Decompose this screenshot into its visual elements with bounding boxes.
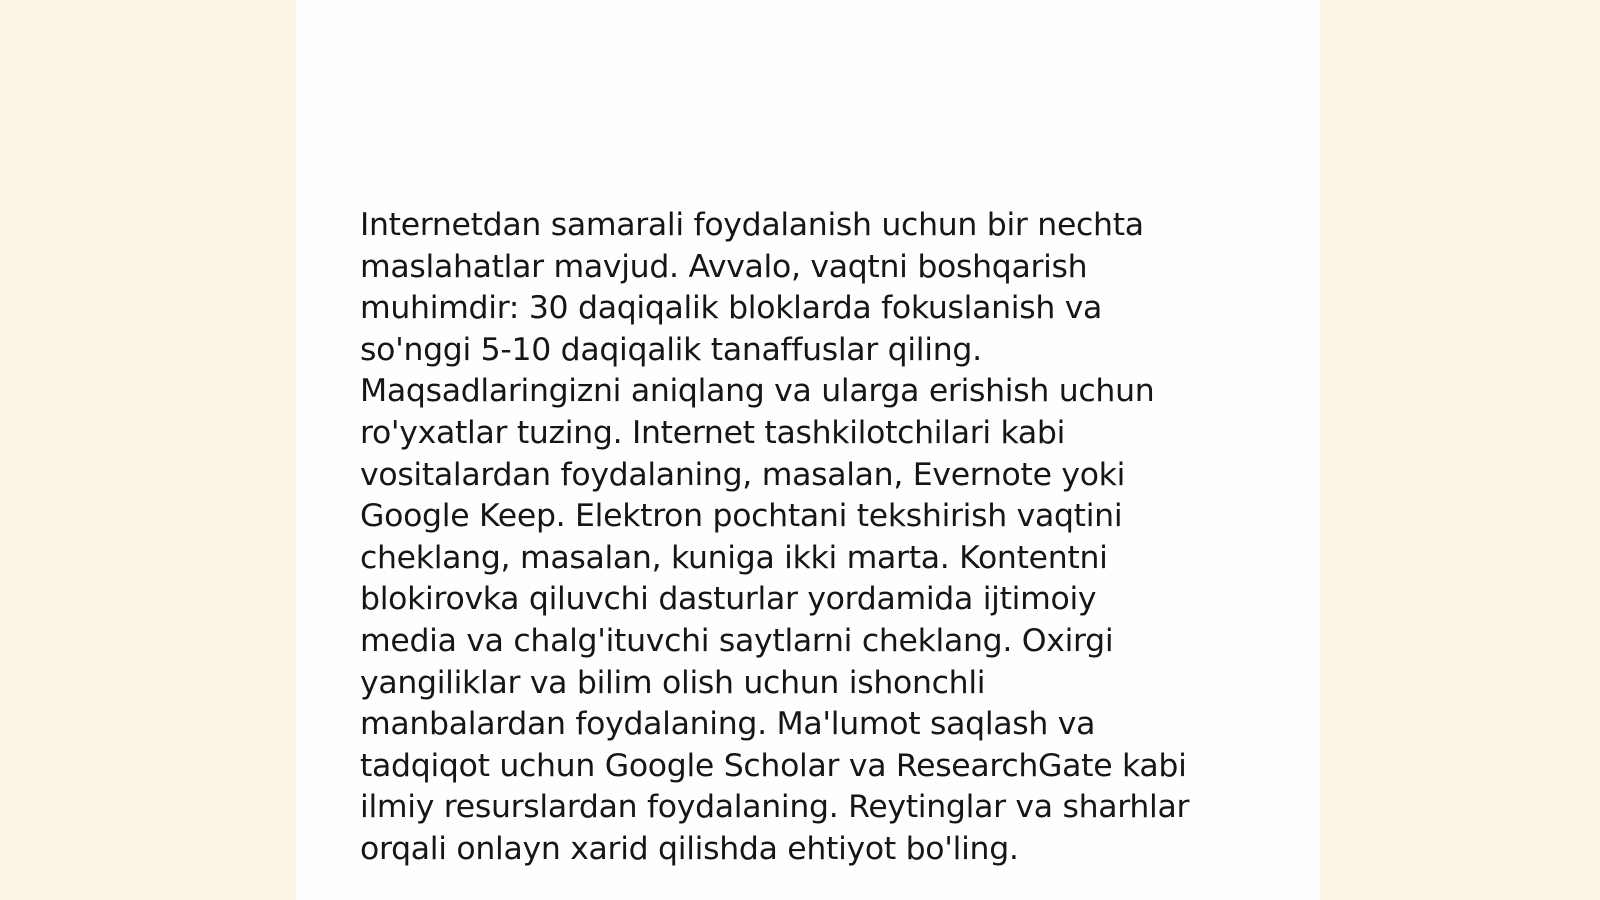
text-line: yangiliklar va bilim olish uchun ishonchli xyxy=(360,664,986,701)
text-line: so'nggi 5-10 daqiqalik tanaffuslar qiling. xyxy=(360,331,982,368)
text-line: ro'yxatlar tuzing. Internet tashkilotchilari kabi xyxy=(360,414,1066,451)
text-line: orqali onlayn xarid qilishda ehtiyot bo'ling. xyxy=(360,830,1019,867)
document-page xyxy=(296,0,1320,900)
text-line: cheklang, masalan, kuniga ikki marta. Kontentni xyxy=(360,539,1108,576)
text-line: blokirovka qiluvchi dasturlar yordamida ijtimoiy xyxy=(360,581,1097,618)
text-line: muhimdir: 30 daqiqalik bloklarda fokuslanish va xyxy=(360,290,1103,327)
text-line: media va chalg'ituvchi saytlarni cheklang. Oxirgi xyxy=(360,622,1114,659)
text-line: Maqsadlaringizni aniqlang va ularga erishish uchun xyxy=(360,373,1155,410)
text-line: ilmiy resurslardan foydalaning. Reytinglar va sharhlar xyxy=(360,789,1190,826)
text-line: Google Keep. Elektron pochtani tekshirish vaqtini xyxy=(360,498,1123,535)
body-paragraph xyxy=(360,205,1260,871)
text-line: tadqiqot uchun Google Scholar va ResearchGate kabi xyxy=(360,747,1187,784)
text-line: vositalardan foydalaning, masalan, Evernote yoki xyxy=(360,456,1126,493)
text-line: maslahatlar mavjud. Avvalo, vaqtni boshqarish xyxy=(360,248,1088,285)
text-line: Internetdan samarali foydalanish uchun bir nechta xyxy=(360,207,1144,243)
text-line: manbalardan foydalaning. Ma'lumot saqlash va xyxy=(360,706,1096,743)
